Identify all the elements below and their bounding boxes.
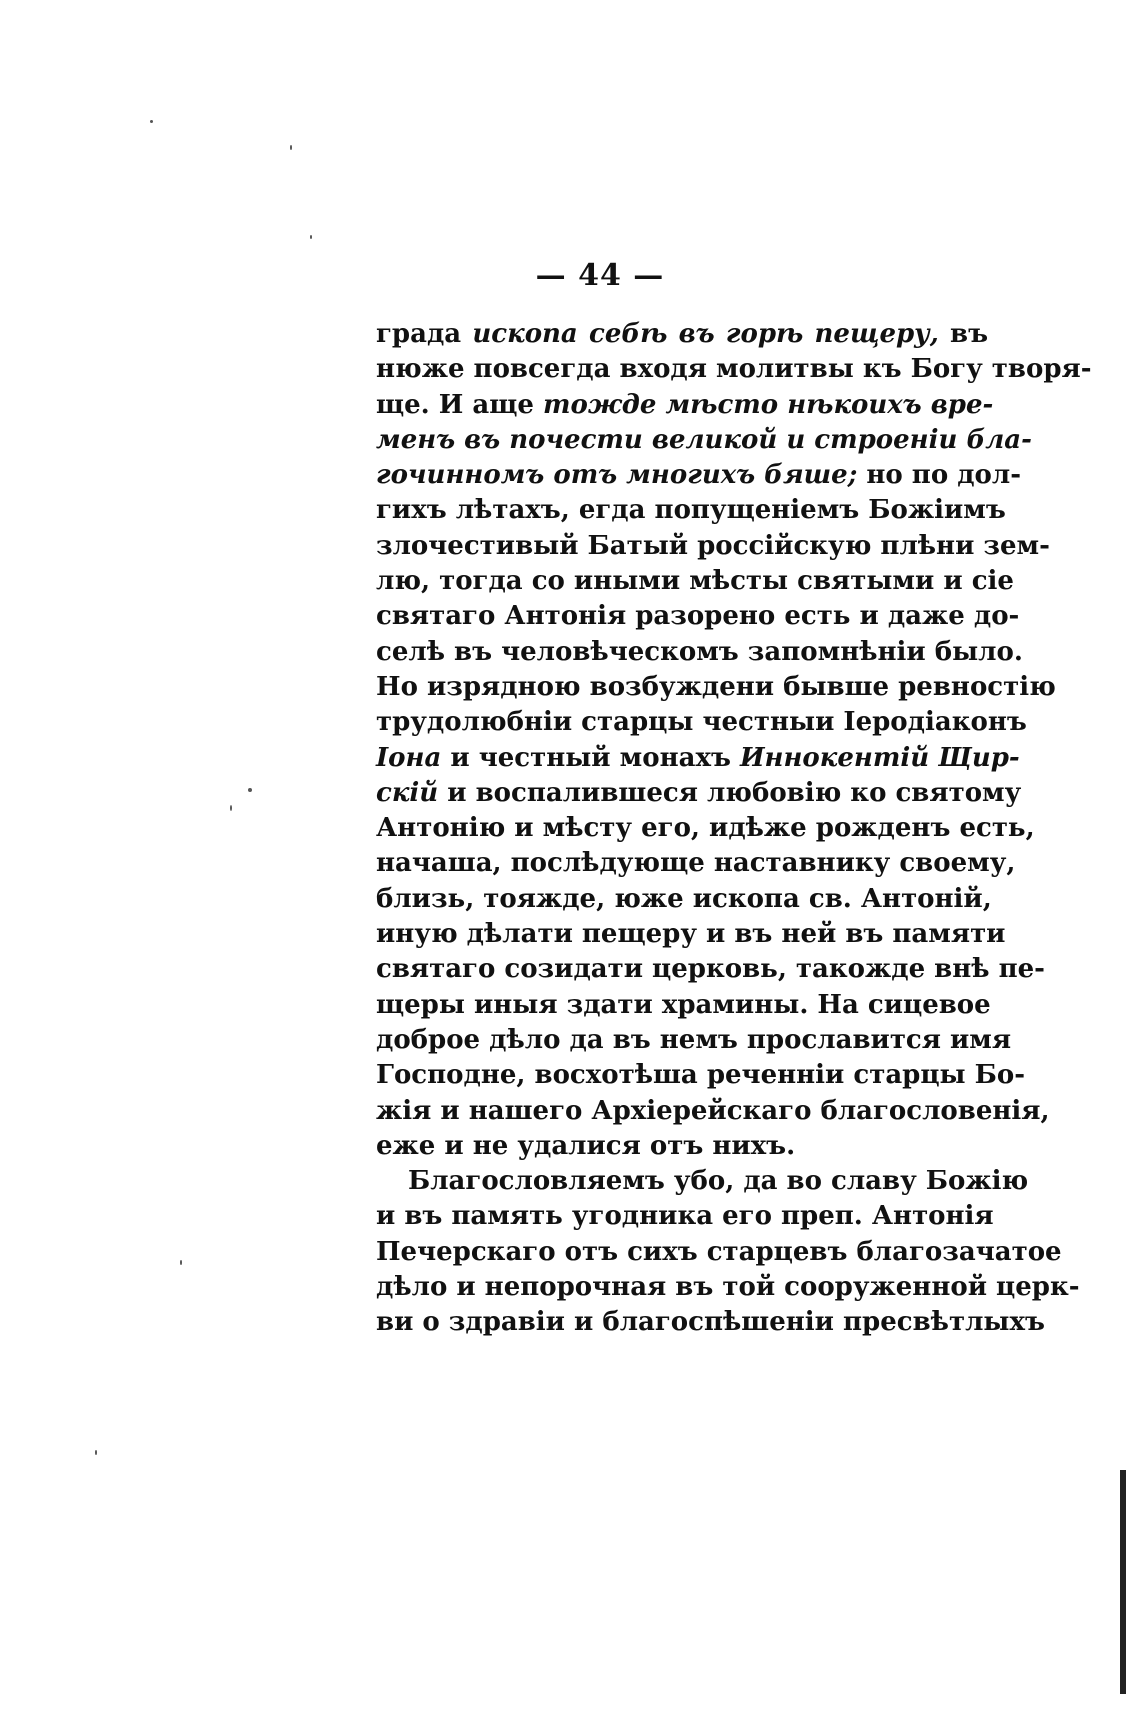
text: нюже повсегда входя молитвы къ Богу творя- <box>376 354 1092 385</box>
text-line <box>376 493 1006 528</box>
page-edge-mark <box>1120 1470 1126 1694</box>
text-line <box>376 917 1006 952</box>
text: святаго созидати церковь, такожде внѣ пе- <box>376 954 1045 985</box>
text: святаго Антонiя разорено есть и даже до- <box>376 601 1020 632</box>
italic-text: менъ въ почести великой и строенiи бла- <box>376 424 1032 455</box>
text-line <box>376 670 1056 705</box>
text: иную дѣлати пещеру и въ ней въ памяти <box>376 919 1006 950</box>
text: града <box>376 319 473 349</box>
text: и въ память угодника его преп. Антонiя <box>376 1201 994 1232</box>
text: Антонiю и мѣсту его, идѣже рожденъ есть, <box>376 813 1035 844</box>
text-line <box>376 564 1014 599</box>
text: Печерскаго отъ сихъ старцевъ благозачатое <box>376 1236 1062 1267</box>
scan-speck <box>310 235 312 239</box>
italic-text: скiй <box>376 777 439 808</box>
text-line <box>376 741 1020 776</box>
text: и воспалившеся любовiю ко святому <box>438 777 1022 808</box>
italic-text: тождe мѣсто нѣкоихъ вре- <box>542 389 994 420</box>
text: щеры иныя здати храмины. На сицевое <box>376 989 991 1020</box>
text-line <box>376 423 1032 458</box>
text-line <box>376 1094 1050 1129</box>
text: ви о здравiи и благоспѣшенiи пресвѣтлыхъ <box>376 1307 1045 1338</box>
scan-speck <box>95 1450 97 1455</box>
text: Господне, восхотѣша реченнiи старцы Бо- <box>376 1060 1026 1091</box>
text-line <box>376 317 988 352</box>
scan-speck <box>180 1260 182 1265</box>
text: лю, тогда со иными мѣсты святыми и сiе <box>376 566 1014 597</box>
text-line <box>376 599 1020 634</box>
text: злочестивый Батый россiйскую плѣни зем- <box>376 530 1050 561</box>
text-line <box>376 458 1022 493</box>
text: и честный монахъ <box>441 742 740 773</box>
text: ще. И аще <box>376 389 543 420</box>
text-line <box>376 1164 1029 1199</box>
text-line <box>376 529 1050 564</box>
scan-speck <box>230 805 232 811</box>
text-line <box>376 1270 1080 1305</box>
text: въ <box>938 319 989 349</box>
scan-speck <box>248 788 252 792</box>
text: гихъ лѣтахъ, егда попущенiемъ Божiимъ <box>376 495 1006 526</box>
scan-speck <box>290 145 292 150</box>
text-line <box>376 776 1022 811</box>
text-line <box>376 1305 1045 1340</box>
text-line <box>376 952 1045 987</box>
text-line <box>376 1023 1012 1058</box>
text-line <box>376 1199 994 1234</box>
page-number: — 44 — <box>535 258 665 293</box>
text: Благословляемъ убо, да во славу Божiю <box>408 1166 1029 1197</box>
text: начаша, послѣдующе наставнику своему, <box>376 848 1016 879</box>
body-text <box>376 317 1092 1341</box>
text-line <box>376 1058 1026 1093</box>
text-line <box>376 635 1023 670</box>
text: но по дол- <box>857 460 1022 491</box>
italic-text: Iона <box>376 742 442 773</box>
text-line <box>376 705 1027 740</box>
italic-text: ископа себѣ въ горѣ пещеру, <box>472 319 939 349</box>
italic-text: гочинномъ отъ многихъ бяше; <box>376 460 858 491</box>
text-line <box>376 1129 988 1164</box>
text-line <box>376 882 992 917</box>
text-line <box>376 846 1016 881</box>
italic-text: Иннокентiй Щир- <box>739 742 1020 773</box>
text: еже и не удалися отъ нихъ. <box>376 1130 796 1161</box>
text-line <box>376 811 1035 846</box>
text: дѣло и непорочная въ той сооруженной церк- <box>376 1272 1080 1303</box>
text: близь, тояжде, юже ископа св. Антонiй, <box>376 883 992 914</box>
text: Но изрядною возбуждени бывше ревностiю <box>376 671 1056 702</box>
text: трудолюбнiи старцы честныи Iеродiаконъ <box>376 707 1027 738</box>
text-line <box>376 1235 1062 1270</box>
text: жiя и нашего Архiерейскаго благословенiя, <box>376 1095 1050 1126</box>
text-line <box>376 352 1092 387</box>
text: доброе дѣло да въ немъ прославится имя <box>376 1024 1012 1055</box>
text: селѣ въ человѣческомъ запомнѣнiи было. <box>376 636 1023 667</box>
text-line <box>376 388 994 423</box>
scan-speck <box>150 120 153 123</box>
text-line <box>376 988 991 1023</box>
